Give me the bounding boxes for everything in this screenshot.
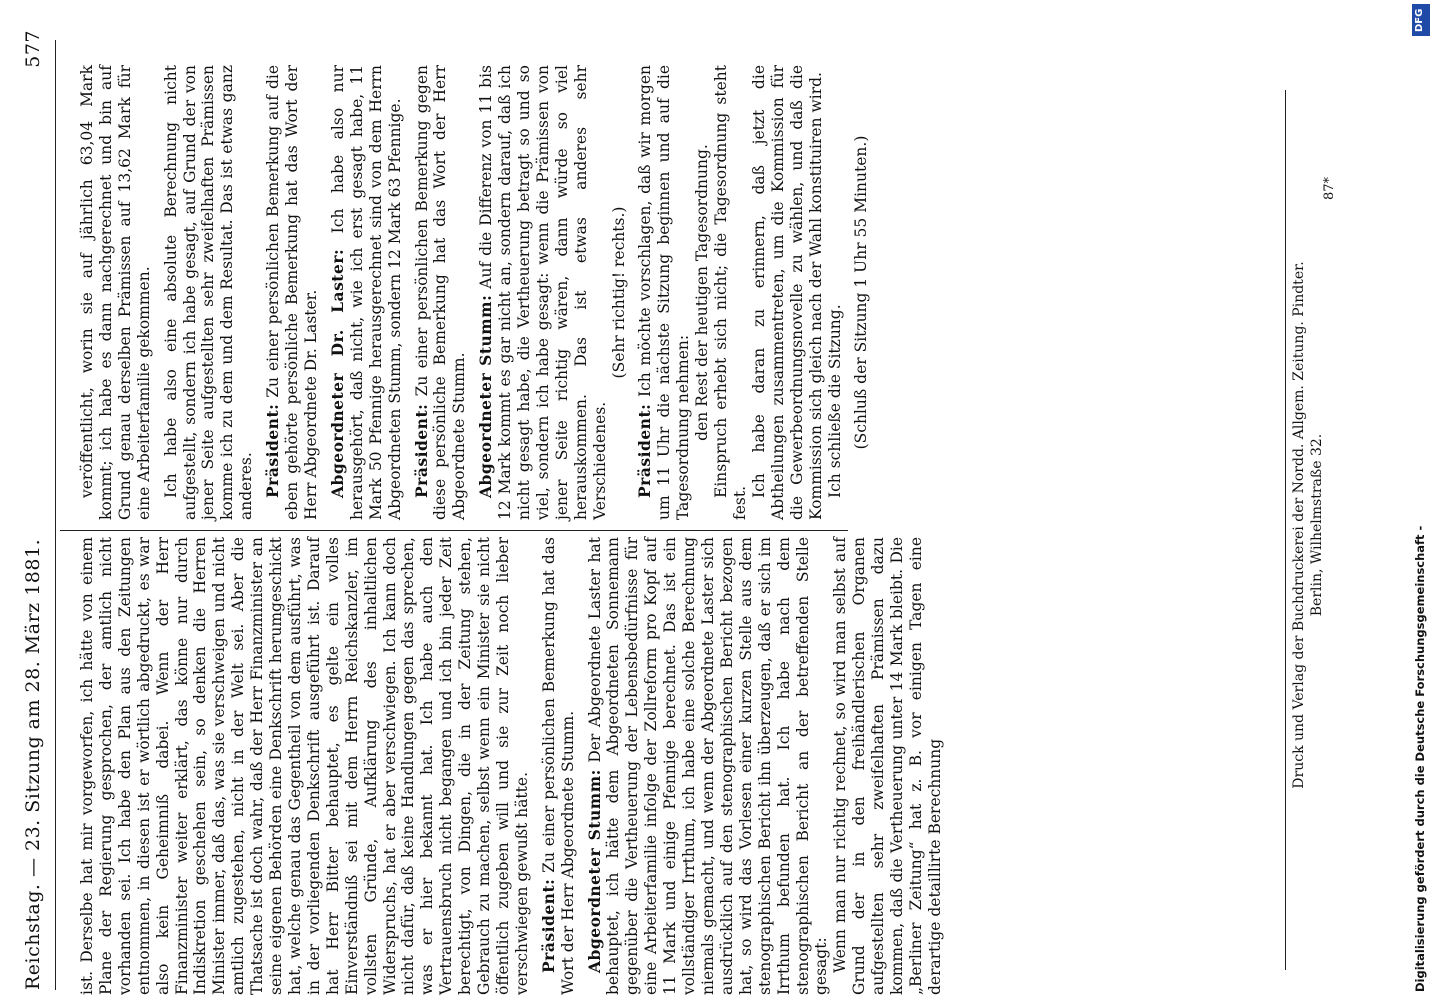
interjection: (Sehr richtig! rechts.) xyxy=(609,206,628,379)
speaker-label: Präsident: xyxy=(538,878,558,973)
closing-note: (Schluß der Sitzung 1 Uhr 55 Minuten.) xyxy=(852,135,871,450)
paragraph: Ich schließe die Sitzung. xyxy=(825,304,844,498)
page-number: 577 xyxy=(22,30,44,68)
imprint xyxy=(1290,85,1326,965)
paragraph xyxy=(264,65,321,520)
speaker-label: Präsident: xyxy=(411,403,431,498)
footer-rule xyxy=(1285,90,1286,970)
page-header xyxy=(22,30,44,990)
paragraph xyxy=(329,65,405,520)
speaker-label: Abgeordneter Dr. Laster: xyxy=(327,248,347,498)
paragraph xyxy=(636,65,693,520)
paragraph xyxy=(540,537,578,995)
paragraph-text: Zu einer persönlichen Bemerkung hat das Wort der Herr Abgeordnete Stumm. xyxy=(539,537,577,995)
imprint-line-1: Druck und Verlag der Buchdruckerei der Nordd. Allgem. Zeitung. Pindter. xyxy=(1291,261,1307,789)
quote-paragraph: veröffentlicht, worin sie auf jährlich 63,04 Mark kommt; ich habe es dann nachgerechnet und bin auf Grund genau derselben Prämissen auf 13,62 Mark für eine Arbeiterfamilie gekommen. xyxy=(78,65,153,520)
speaker-label: Präsident: xyxy=(263,403,283,498)
paragraph-text: Der Abgeordnete Laster hat behauptet, ich hätte dem Abgeordneten Sonnemann gegenüber die Vertheuerung der Lebensbedürfnisse für eine Arbeiterfamilie infolge der Zollreform pro Kopf auf 11 Mark und einige Pfennige berechnet. Das ist ein vollständiger Irrthum, ich habe eine solche Berechnung niemals gemacht, und wenn der Abgeordnete Laster sich ausdrücklich auf den stenographischen Bericht bezogen hat, so wird das Vorlesen einer kurzen Stelle aus dem stenographischen Bericht ihn überzeugen, daß er sich im Irrthum befunden hat. Ich habe nach dem stenographischen Bericht an der betreffenden Stelle gesagt: xyxy=(585,537,831,995)
dfg-logo xyxy=(1412,4,1430,36)
paragraph xyxy=(413,65,470,520)
paragraph-text: Ich habe also nur herausgehört, daß nicht, wie ich erst gesagt habe, 11 Mark 50 Pfennige herausgerechnet sind von dem Herrn Abgeordneten Stumm, sondern 12 Mark 63 Pfennige. xyxy=(328,65,404,520)
left-column xyxy=(78,537,945,995)
dfg-logo-text: DFG xyxy=(1414,8,1425,32)
speaker-label: Abgeordneter Stumm: xyxy=(476,294,496,498)
speaker-label: Abgeordneter Stumm: xyxy=(584,769,604,973)
paragraph: Ich habe daran zu erinnern, daß jetzt die Abtheilungen zusammentreten, um die Kommission für die Gewerbeordnungsnovelle zu wählen, und daß die Kommission sich gleich nach der Wahl konstituiren wird. xyxy=(749,65,825,520)
paragraph: ist. Derselbe hat mir vorgeworfen, ich hätte von einem Plane der Regierung gesprochen, der amtlich nicht vorhanden sei. Ich habe den Plan aus den Zeitungen entnommen, in diesen ist er wörtlich abgedruckt, es war also kein Geheimniß dabei. Wenn der Herr Finanzminister weiter erklärt, das könne nur durch Indiskretion geschehen sein, so denken die Herren Minister immer, daß das, was sie verschweigen und nicht amtlich zugestehen, nicht in der Welt sei. Aber die Thatsache ist doch wahr, daß der Herr Finanzminister an seine eigenen Behörden eine Denkschrift herumgeschickt hat, welche genau das Gegentheil von dem ausführt, was in der vorliegenden Denkschrift ausgeführt ist. Darauf hat Herr Bitter behauptet, es gelte ein volles Einverständniß sei mit dem Herrn Reichskanzler, im vollsten Gründe, Aufklärung des inhaltlichen Widerspruchs, hat er aber verschwiegen. Ich kann doch nicht dafür, daß keine Handlungen gegen das sprechen, was er hier bekannt hat. Ich habe auch den Vertrauensbruch nicht begangen und ich bin jeder Zeit berechtigt, von Dingen, die in der Zeitung stehen, Gebrauch zu machen, selbst wenn ein Minister sie nicht öffentlich zugeben will und sie zur Zeit noch lieber verschwiegen gewußt hätte. xyxy=(78,537,531,995)
digitization-note: Digitalisierung gefördert durch die Deutsche Forschungsgemeinschaft - xyxy=(1413,525,1427,992)
paragraph-text: Auf die Differenz von 11 bis 12 Mark kommt es gar nicht an, sondern darauf, daß ich nicht gesagt habe, die Vertheuerung betragt so und so viel, sondern ich habe gesagt: wenn die Prämissen von jener Seite richtig wären, dann würde so viel herauskommen. Das ist etwas anderes sehr Verschiedenes. xyxy=(477,65,609,520)
speaker-label: Präsident: xyxy=(635,403,655,498)
running-title: Reichstag. — 23. Sitzung am 28. März 1881. xyxy=(22,538,44,990)
agenda-item: den Rest der heutigen Tagesordnung. xyxy=(693,144,712,441)
paragraph xyxy=(586,537,832,995)
paragraph-text: Zu einer persönlichen Bemerkung gegen diese persönliche Bemerkung hat das Wort der Herr Abgeordnete Stumm. xyxy=(412,65,469,520)
paragraph-text: Zu einer persönlichen Bemerkung auf die eben gehörte persönliche Bemerkung hat das Wort der Herr Abgeordnete Dr. Laster. xyxy=(264,65,320,520)
column-divider xyxy=(60,530,848,531)
paragraph xyxy=(477,65,609,520)
paragraph-text: Ich möchte vorschlagen, daß wir morgen um 11 Uhr die nächste Sitzung beginnen und auf die Tagesordnung nehmen: xyxy=(636,65,693,520)
paragraph: Ich habe also eine absolute Berechnung nicht aufgestellt, sondern ich habe gesagt, auf Grund der von jener Seite aufgestellten sehr zweifelhaften Prämissen komme ich zu dem und dem Resultat. Das ist etwas ganz anderes. xyxy=(161,65,256,520)
header-rule xyxy=(55,40,56,990)
right-column xyxy=(78,65,871,520)
imprint-line-2: Berlin, Wilhelmstraße 32. xyxy=(1309,433,1325,617)
sheet-mark: 87* xyxy=(1322,176,1337,200)
quote-paragraph: Wenn man nur richtig rechnet, so wird man selbst auf Grund der in den freihändlerischen Organen aufgestellten sehr zweifelhaften Prämissen dazu kommen, daß die Vertheuerung unter 14 Mark bleibt. Die „Berliner Zeitung“ hat z. B. vor einigen Tagen eine derartige detaillirte Berechnung xyxy=(831,537,944,995)
paragraph: Einspruch erhebt sich nicht; die Tagesordnung steht fest. xyxy=(712,65,749,520)
